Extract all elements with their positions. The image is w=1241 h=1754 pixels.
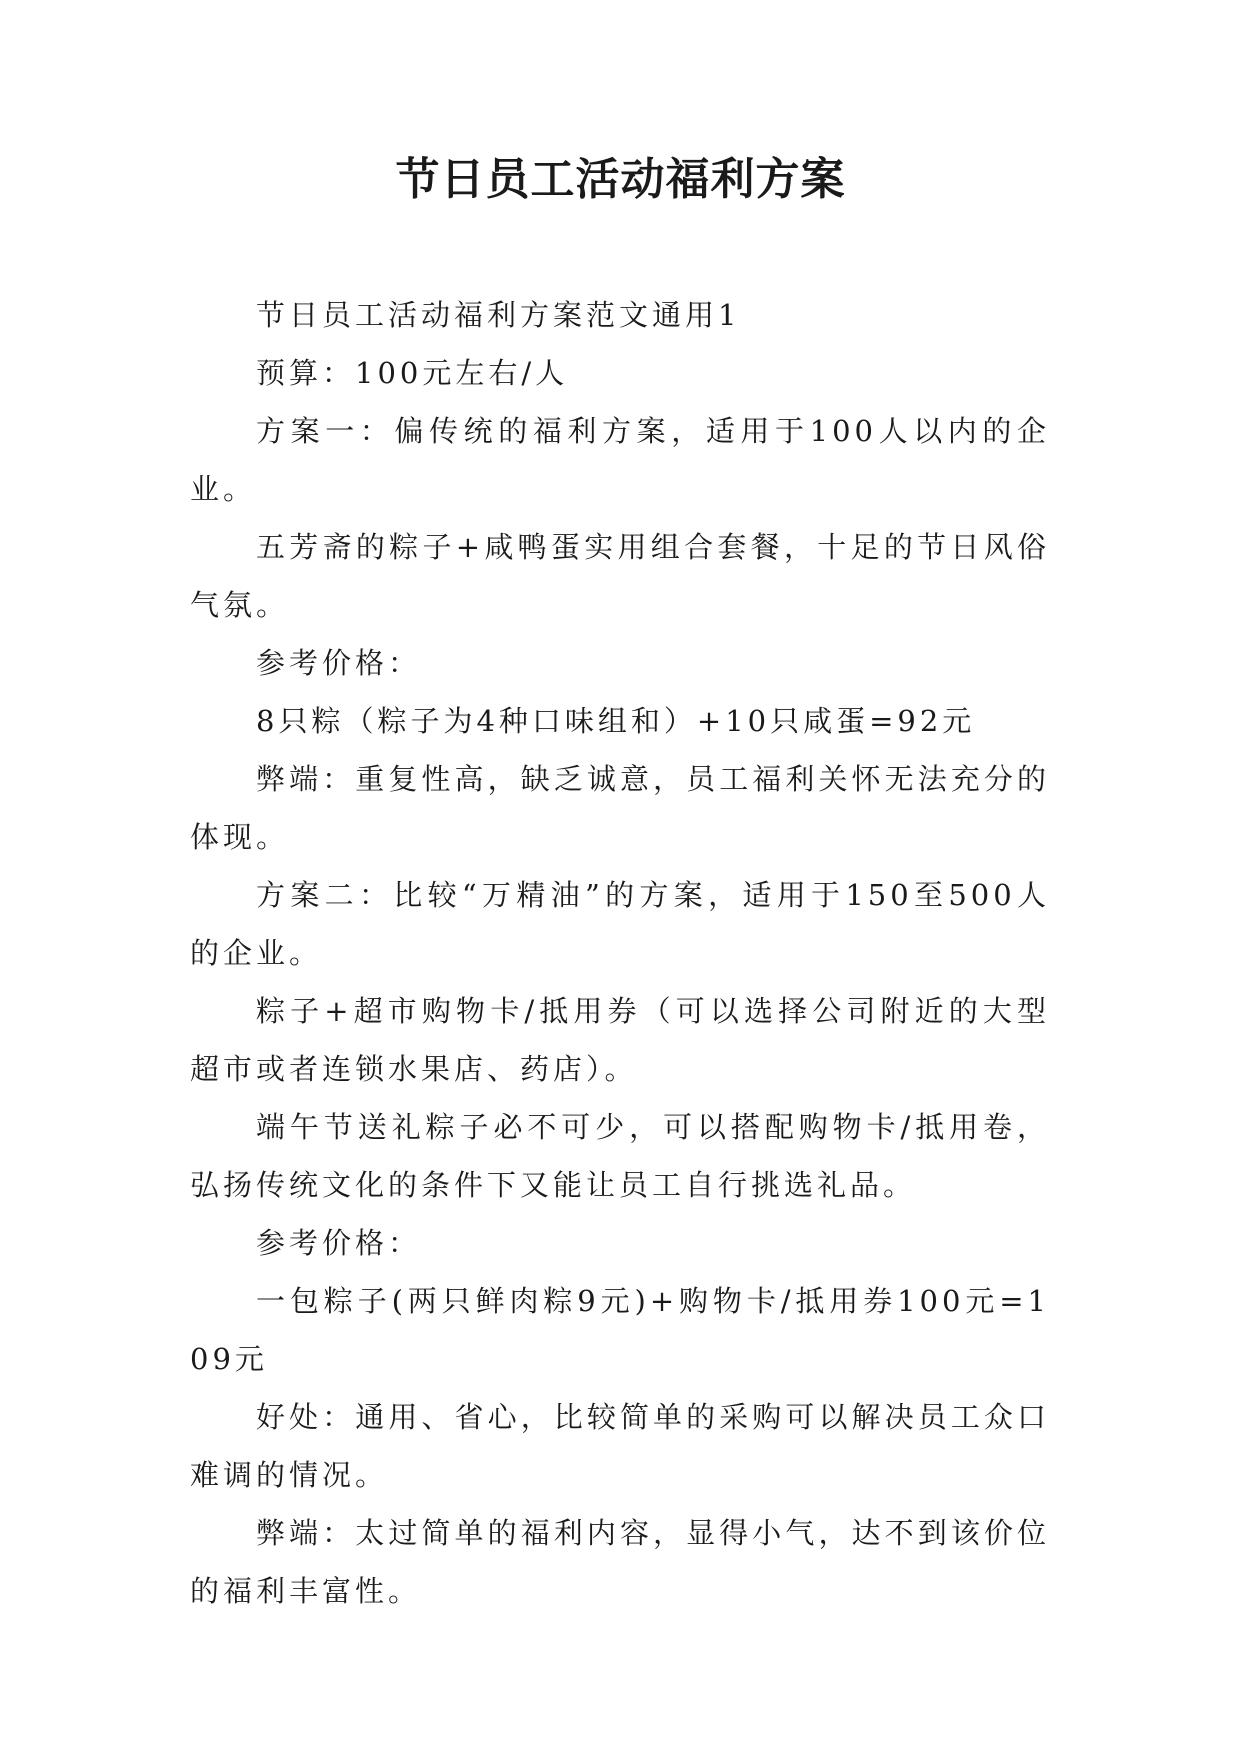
paragraph-reference-price-label: 参考价格： bbox=[256, 1226, 422, 1260]
paragraph-budget: 预算：100元左右/人 bbox=[256, 356, 569, 390]
document-body bbox=[190, 286, 1050, 1620]
paragraph-plan-one: 方案一：偏传统的福利方案，适用于100人以内的企业。 bbox=[190, 414, 1050, 506]
paragraph-plan-one-price: 8只粽（粽子为4种口味组和）+10只咸蛋=92元 bbox=[256, 704, 976, 738]
document-title: 节日员工活动福利方案 bbox=[395, 154, 846, 205]
paragraph-plan-two-note: 端午节送礼粽子必不可少，可以搭配购物卡/抵用卷，弘扬传统文化的条件下又能让员工自行挑选礼品。 bbox=[190, 1110, 1050, 1202]
paragraph-plan-one-detail: 五芳斋的粽子+咸鸭蛋实用组合套餐，十足的节日风俗气氛。 bbox=[190, 530, 1050, 622]
paragraph-plan-two-detail: 粽子+超市购物卡/抵用券（可以选择公司附近的大型超市或者连锁水果店、药店）。 bbox=[190, 994, 1050, 1086]
paragraph-plan-two-drawback: 弊端：太过简单的福利内容，显得小气，达不到该价位的福利丰富性。 bbox=[190, 1516, 1050, 1608]
paragraph-reference-price-label: 参考价格： bbox=[256, 646, 422, 680]
paragraph-plan-one-drawback: 弊端：重复性高，缺乏诚意，员工福利关怀无法充分的体现。 bbox=[190, 762, 1050, 854]
paragraph-heading: 节日员工活动福利方案范文通用1 bbox=[256, 298, 741, 332]
paragraph-plan-two-price: 一包粽子(两只鲜肉粽9元)+购物卡/抵用券100元=109元 bbox=[190, 1284, 1050, 1376]
paragraph-plan-two-benefit: 好处：通用、省心，比较简单的采购可以解决员工众口难调的情况。 bbox=[190, 1400, 1050, 1492]
paragraph-plan-two: 方案二：比较“万精油”的方案，适用于150至500人的企业。 bbox=[190, 878, 1050, 970]
